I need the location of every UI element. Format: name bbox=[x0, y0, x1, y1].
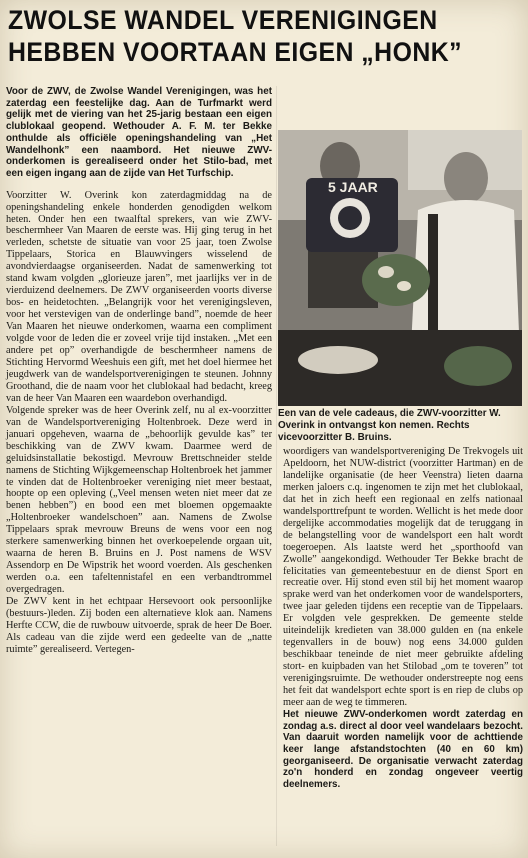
body-paragraph: Voorzitter W. Overink kon zaterdagmiddag na de openingshandeling enkele honderden genodigden welkom heten. Onder hen een twaalftal sprekers, van wie ZWV-beschermheer Van Maaren de eerste was. Hij ging terug in het verleden, schetste de situatie van voor 25 jaar, toen Zwolse Tippelaars, Storica en Blauwvingers wisselend de avondvierdaagse organiseerden. Nadat de samenwerking tot stand kwam volgden „glorieuze jaren”, met jaarlijks ver in de vierduizend deelnemers. De ZWV organiseerden voorts diverse bos- en heidetochten. „Belangrijk voor het verenigingsleven, voor het verstevigen van de onderlinge band”, noemde de heer Van Maaren het nieuwe onderkomen, waarna een compliment volgde voor de leden die er zoveel vrije tijd instaken. „Met een andere pet op” overhandigde de beschermheer namens de Stichting Hervormd Weeshuis een gift, met het doel hiermee het jeugdwerk van de wandelsportverenigingen te steunen. Johnny Groothand, die de naam voor het clublokaal had bedacht, kreeg van de heer Van Maaren een waardebon overhandigd. bbox=[6, 189, 272, 404]
body-paragraph: De ZWV kent in het echtpaar Hersevoort ook persoonlijke (bestuurs-)leden. Zij boden een alternatieve klok aan. Namens Herfte CCW, die de ruwbouw uitvoerde, sprak de heer De Boer. Als cadeau van die zijde werd een gedeelte van de „natte ruimte” gerealiseerd. Vertegen- bbox=[6, 596, 272, 655]
body-paragraph: woordigers van wandelsportvereniging De Trekvogels uit Apeldoorn, het NUW-district (voorzitter Hartman) en de landelijke organisatie (de heer Veenstra) lieten daarna merken jaloers c.q. ingenomen te zijn met het clublokaal, dat het in zich heeft een regionaal en zelfs nationaal wandelsporttrefpunt te worden. Wellicht is het mede door dergelijke accommodaties mogelijk dat de teruggang in de belangstelling voor de wandelsport een halt wordt toegeroepen. Als laatste werd het „sporthoofd van Zwolle” aangekondigd. Wethouder Ter Bekke bracht de felicitaties van gemeentebestuur en de dienst Sport en recreatie over. Hij stond even stil bij het moment waarop sprake werd van het onderkomen voor de wandelsporters, twee jaar geleden tijdens een receptie van de Tippelaars. Er volgden vele gesprekken. De gemeente stelde uiteindelijk kredieten van 38.000 gulden en (na enkele tegenvallers in de bouw) nog eens 34.000 gulden beschikbaar teneinde de niet meer gebruikte afdeling stort- en kuipbaden van het Stilobad „om te toveren” tot verenigingsruimte. De wethouder onderstreepte nog eens het feit dat wandelsport echte sport is en riep de clubs op meer aan de weg te timmeren. bbox=[283, 446, 523, 709]
photo bbox=[278, 130, 522, 406]
lead-paragraph: Voor de ZWV, de Zwolse Wandel Verenigingen, was het zaterdag een feestelijke dag. Aan de Turfmarkt werd gelijk met de viering van het 25-jarig bestaan een eigen clublokaal geopend. Wethouder A. F. M. ter Bekke onthulde als officiële openingshandeling van „Het Wandelhonk” een naambord. Het nieuwe ZWV-onderkomen is gerealiseerd onder het Stilo-bad, met een eigen ingang aan de zijde van Het Turfschip. bbox=[6, 86, 272, 179]
banner-text: 5 JAAR bbox=[328, 179, 378, 195]
column-divider bbox=[276, 86, 277, 846]
headline-line-1: ZWOLSE WANDEL VERENIGINGEN bbox=[8, 5, 438, 35]
left-column bbox=[6, 86, 272, 656]
headline bbox=[8, 4, 481, 68]
closing-paragraph: Het nieuwe ZWV-onderkomen wordt zaterdag en zondag a.s. direct al door veel wandelaars bezocht. Van daaruit worden namelijk voor de achttiende keer lange afstandstochten (40 en 60 km) georganiseerd. De organisatie verwacht zaterdag zo'n honderd en zondag ongeveer veertig deelnemers. bbox=[283, 708, 523, 791]
left-body bbox=[6, 190, 272, 656]
right-column bbox=[283, 446, 523, 791]
photo-illustration bbox=[278, 130, 522, 406]
body-paragraph: Volgende spreker was de heer Overink zelf, nu al ex-voorzitter van de Wandelsportvereniging Holtenbroek. Deze werd in januari opgeheven, waarna de „behoorlijk gevulde kas” ter beschikking van de ZWV kwam. Daarmee werd de geluidsinstallatie bekostigd. Mevrouw Brettschneider stelde namens de Stichting Wijkgemeenschap Holtenbroek het jammer te vinden dat de Holtenbroeker vereniging niet meer bestaat, hoopte op een opleving („Veel mensen weten niet meer dat ze benen hebben”) en bood een met bloemen opgemaakte „Holtenbroeker wandelschoen” aan. Namens de Zwolse Tippelaars sprak mevrouw Breuns de wens voor een nog sterkere samenwerking binnen het overkoepelende orgaan uit, waarna de heren B. Bruins en J. Post namens de WSV Assendorp en De Wipstrik het woord voerden. Als geschenken werden o.a. een tafeltennistafel en een verbandtrommel overgedragen. bbox=[6, 404, 272, 596]
photo-caption: Een van de vele cadeaus, die ZWV-voorzitter W. Overink in ontvangst kon nemen. Rechts vicevoorzitter B. Bruins. bbox=[278, 408, 501, 443]
headline-line-2: HEBBEN VOORTAAN EIGEN „HONK” bbox=[8, 37, 463, 67]
